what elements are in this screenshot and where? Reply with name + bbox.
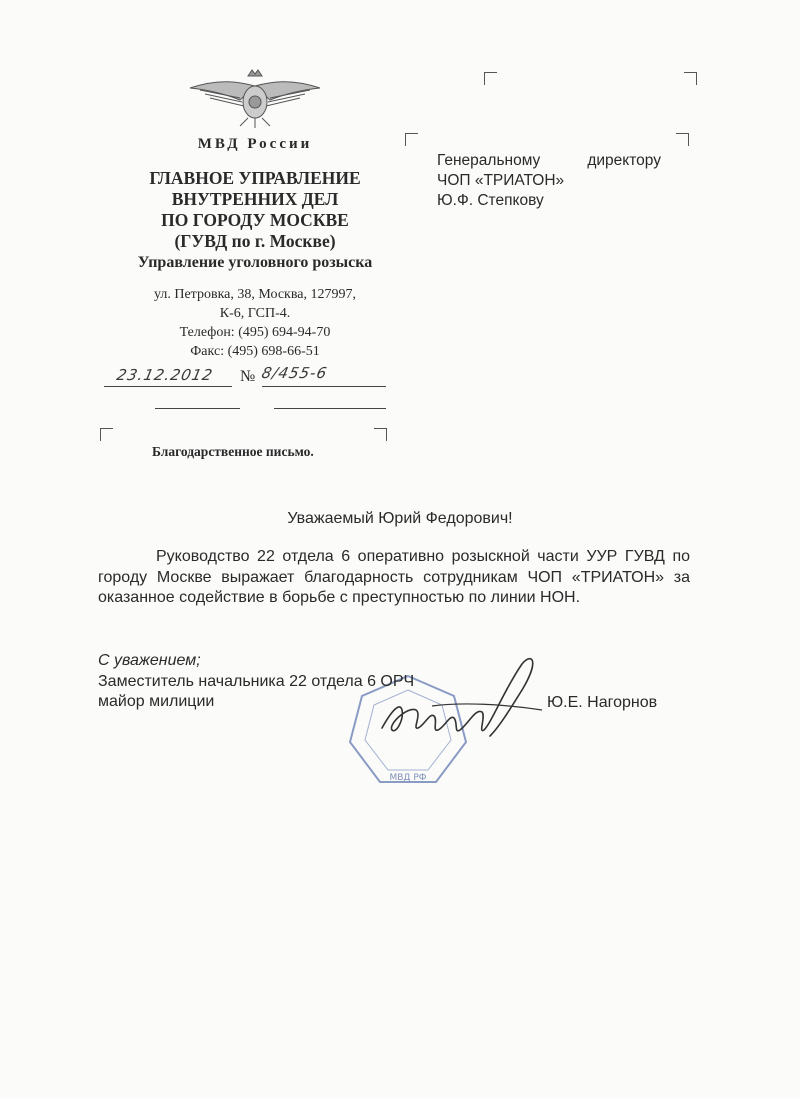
handwritten-signature: [372, 650, 552, 750]
date-underline: [104, 386, 232, 387]
ministry-name: МВД России: [197, 136, 313, 152]
salutation: Уважаемый Юрий Федорович!: [287, 510, 513, 527]
recipient-line-2: ЧОП «ТРИАТОН»: [437, 172, 565, 189]
department-line-5: Управление уголовного розыска: [137, 254, 373, 271]
recipient-block: [437, 151, 661, 211]
closing-block: [98, 651, 414, 713]
recipient-line-3: Ю.Ф. Степкову: [437, 192, 544, 209]
recipient-line-1-left: Генеральному: [437, 152, 541, 169]
closing-position: Заместитель начальника 22 отдела 6 ОРЧ: [98, 672, 415, 690]
department-line-3: ПО ГОРОДУ МОСКВЕ: [161, 210, 349, 230]
corner-mark: [100, 428, 113, 441]
recipient-line-1-right: директору: [587, 152, 661, 169]
department-line-1: ГЛАВНОЕ УПРАВЛЕНИЕ: [149, 168, 361, 188]
corner-mark: [684, 72, 697, 85]
closing-regards: С уважением;: [98, 652, 201, 669]
address-block: [98, 285, 412, 361]
eagle-emblem-icon: [180, 68, 330, 130]
department-line-4: (ГУВД по г. Москве): [174, 231, 336, 251]
address-line-1: ул. Петровка, 38, Москва, 127997,: [153, 287, 356, 302]
address-line-3: Телефон: (495) 694-94-70: [179, 325, 331, 340]
address-line-2: К-6, ГСП-4.: [219, 306, 291, 321]
closing-rank: майор милиции: [98, 693, 215, 710]
corner-mark: [374, 428, 387, 441]
address-line-4: Факс: (495) 698-66-51: [190, 344, 320, 359]
corner-mark: [676, 133, 689, 146]
date-handwritten: 23.12.2012: [115, 366, 215, 384]
document-title: Благодарственное письмо.: [152, 444, 314, 459]
number-underline: [262, 386, 386, 387]
date-underline-2: [155, 408, 240, 409]
stamp-text: МВД РФ: [389, 773, 427, 783]
number-underline-2: [274, 408, 386, 409]
signer-name: Ю.Е. Нагорнов: [547, 694, 658, 711]
number-sign: №: [240, 368, 256, 385]
corner-mark: [484, 72, 497, 85]
department-block: [98, 168, 412, 273]
department-line-2: ВНУТРЕННИХ ДЕЛ: [171, 189, 339, 209]
corner-mark: [405, 133, 418, 146]
number-handwritten: 8/455-6: [260, 364, 330, 382]
letter-body: Руководство 22 отдела 6 оперативно розыскной части УУР ГУВД по городу Москве выражает благодарность сотрудникам ЧОП «ТРИАТОН» за оказанное содействие в борьбе с преступностью по линии НОН.: [98, 548, 690, 606]
